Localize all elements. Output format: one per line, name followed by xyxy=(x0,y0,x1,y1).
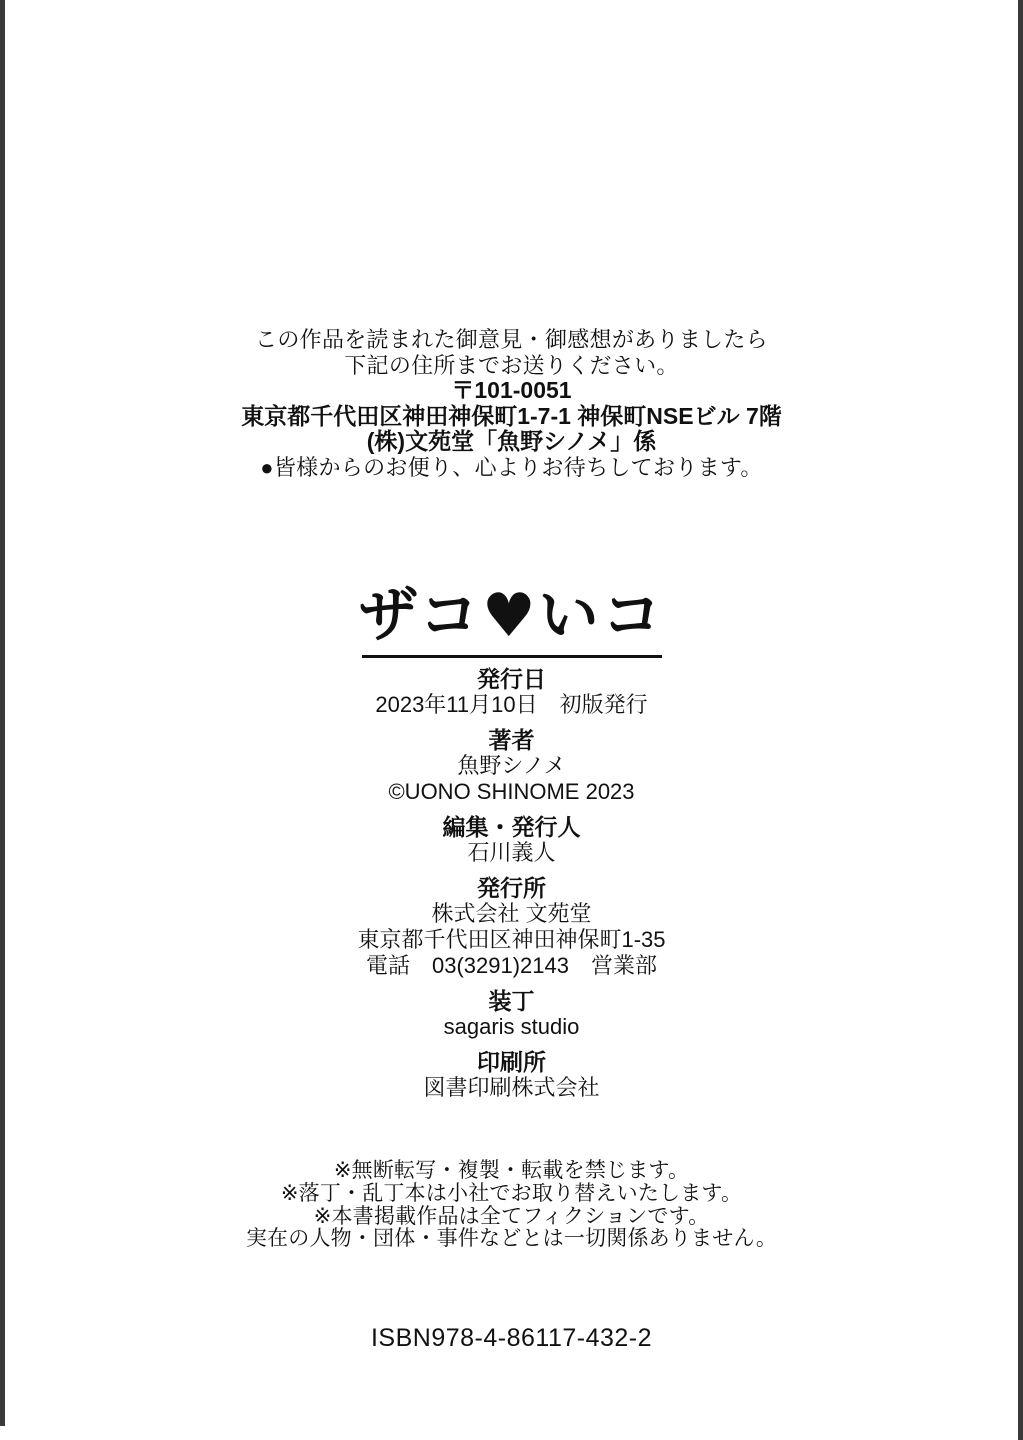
section-label: 発行日 xyxy=(477,666,546,692)
section-line: 図書印刷株式会社 xyxy=(423,1075,600,1100)
feedback-line-1: この作品を読まれた御意見・御感想がありましたら xyxy=(255,327,768,352)
section-line: 2023年11月10日 初版発行 xyxy=(375,692,648,717)
feedback-line-2: 下記の住所までお送りください。 xyxy=(344,352,679,378)
title-underline xyxy=(362,655,662,658)
section-line: 石川義人 xyxy=(467,840,556,865)
section-label: 印刷所 xyxy=(477,1049,546,1075)
section-label: 装丁 xyxy=(488,988,535,1014)
section-label: 発行所 xyxy=(477,875,546,901)
isbn-number: ISBN978-4-86117-432-2 xyxy=(370,1324,653,1352)
feedback-note: ●皆様からのお便り、心よりお待ちしております。 xyxy=(260,454,763,480)
phone-line: 電話 03(3291)2143 営業部 xyxy=(365,953,657,978)
reader-feedback-block xyxy=(0,327,1023,480)
mail-recipient: (株)文苑堂「魚野シノメ」係 xyxy=(366,428,657,454)
disclaimer-line: ※落丁・乱丁本は小社でお取り替えいたします。 xyxy=(280,1181,743,1205)
colophon-sections xyxy=(0,666,1023,1110)
section-publication-date xyxy=(0,666,1023,718)
section-line: sagaris studio xyxy=(443,1014,580,1039)
disclaimer-line: ※無断転写・複製・転載を禁じます。 xyxy=(333,1159,690,1182)
section-line: 株式会社 文苑堂 xyxy=(431,901,592,926)
section-printer xyxy=(0,1049,1023,1101)
book-title: ザコ♥いコ xyxy=(358,581,665,651)
section-author xyxy=(0,727,1023,805)
copyright-line: ©UONO SHINOME 2023 xyxy=(388,779,635,804)
section-publishing-house xyxy=(0,875,1023,979)
postal-code: 〒101-0051 xyxy=(451,377,572,403)
title-block xyxy=(0,583,1023,658)
section-editor-publisher xyxy=(0,814,1023,866)
section-book-design xyxy=(0,988,1023,1040)
disclaimer-line: ※本書掲載作品は全てフィクションです。 xyxy=(313,1204,710,1228)
section-label: 編集・発行人 xyxy=(442,814,581,840)
disclaimer-line: 実在の人物・団体・事件などとは一切関係ありません。 xyxy=(245,1227,778,1251)
section-line: 東京都千代田区神田神保町1-35 xyxy=(357,927,666,952)
section-label: 著者 xyxy=(488,727,535,753)
section-line: 魚野シノメ xyxy=(457,753,566,778)
disclaimer-block xyxy=(0,1160,1023,1251)
publisher-address: 東京都千代田区神田神保町1-7-1 神保町NSEビル 7階 xyxy=(241,402,782,429)
